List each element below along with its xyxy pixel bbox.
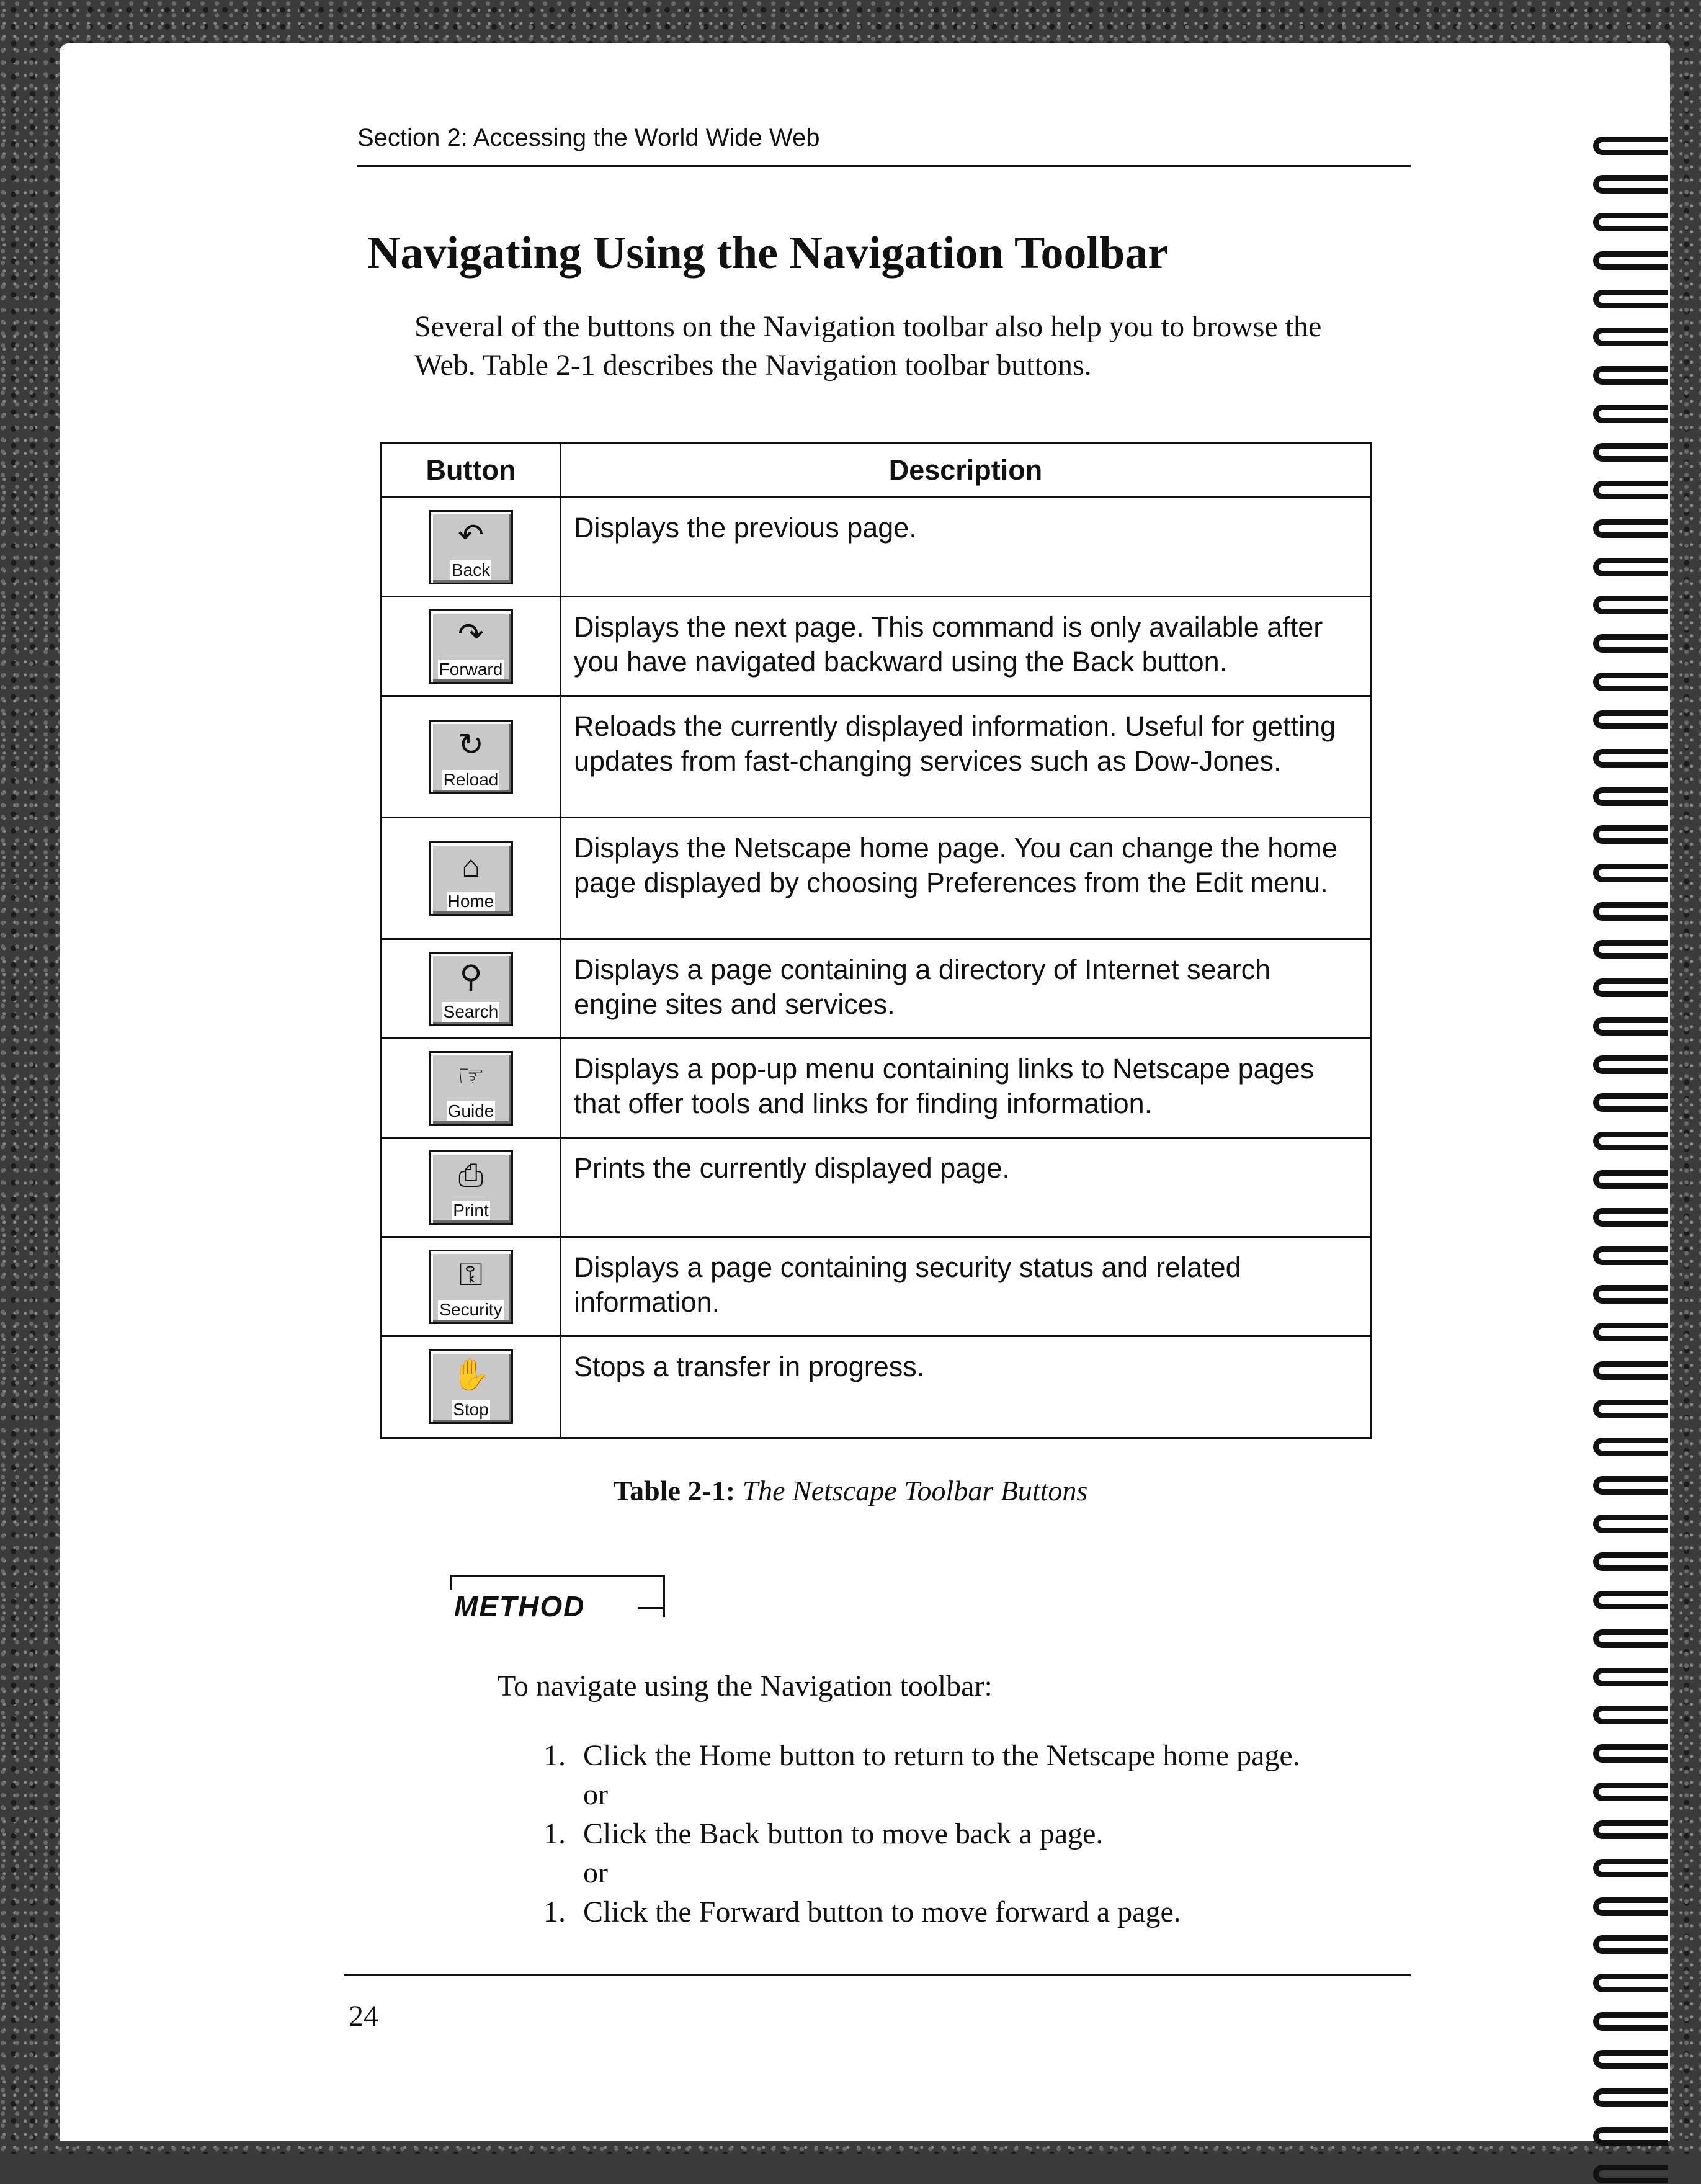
binding-coil bbox=[1593, 558, 1668, 576]
toolbar-button-label: Forward bbox=[439, 659, 503, 679]
description-cell: Displays the previous page. bbox=[561, 498, 1372, 597]
binding-coil bbox=[1593, 1208, 1668, 1227]
button-cell bbox=[381, 1336, 561, 1438]
binding-coil bbox=[1593, 175, 1668, 194]
binding-coil bbox=[1593, 1361, 1668, 1380]
guide-button-image bbox=[429, 1051, 513, 1126]
binding-coil bbox=[1593, 787, 1668, 806]
list-item bbox=[543, 1736, 1300, 1775]
footer-rule bbox=[344, 1974, 1411, 1976]
step-text: Click the Home button to return to the Netscape home page. bbox=[583, 1739, 1300, 1772]
binding-coil bbox=[1593, 673, 1668, 691]
description-cell: Reloads the currently displayed information. Useful for getting updates from fast-changing services such as Dow-Jones. bbox=[561, 696, 1372, 818]
binding-coil bbox=[1593, 1170, 1668, 1189]
table-row bbox=[381, 1138, 1371, 1237]
description-cell: Stops a transfer in progress. bbox=[561, 1336, 1372, 1438]
toolbar-button-label: Reload bbox=[443, 769, 499, 789]
button-cell bbox=[381, 696, 561, 818]
table-row bbox=[381, 1237, 1371, 1336]
method-bracket-tick bbox=[638, 1607, 665, 1609]
binding-coil bbox=[1593, 366, 1668, 385]
toolbar-button-label: Guide bbox=[447, 1101, 494, 1121]
step-number: 1. bbox=[543, 1895, 566, 1928]
step-text: Click the Forward button to move forward a page. bbox=[583, 1895, 1181, 1928]
binding-coil bbox=[1593, 634, 1668, 653]
page-title: Navigating Using the Navigation Toolbar bbox=[367, 228, 1169, 279]
binding-coil bbox=[1593, 596, 1668, 614]
caption-text: The Netscape Toolbar Buttons bbox=[742, 1475, 1088, 1506]
table-row bbox=[381, 498, 1371, 597]
table-caption bbox=[0, 1474, 1701, 1507]
toolbar-button-label: Print bbox=[453, 1200, 489, 1220]
stop-icon: ✋ bbox=[451, 1357, 491, 1392]
toolbar-button-label: Back bbox=[451, 560, 491, 580]
method-label: METHOD bbox=[450, 1590, 594, 1623]
toolbar-button-label: Security bbox=[439, 1299, 502, 1319]
search-button-image bbox=[429, 952, 513, 1026]
binding-coil bbox=[1593, 1438, 1668, 1456]
binding-coil bbox=[1593, 1055, 1668, 1074]
binding-coil bbox=[1593, 213, 1668, 231]
binding-coil bbox=[1593, 443, 1668, 462]
table-row bbox=[381, 1336, 1371, 1438]
description-cell: Displays the next page. This command is only available after you have navigated backward using the Back button. bbox=[561, 597, 1372, 696]
binding-coil bbox=[1593, 1668, 1668, 1686]
binding-coil bbox=[1593, 1974, 1668, 1992]
binding-coil bbox=[1593, 405, 1668, 423]
description-cell: Displays a pop-up menu containing links to Netscape pages that offer tools and links for finding information. bbox=[561, 1039, 1372, 1138]
binding-coil bbox=[1593, 864, 1668, 882]
binding-coil bbox=[1593, 1400, 1668, 1418]
button-cell bbox=[381, 597, 561, 696]
table-row bbox=[381, 818, 1371, 939]
binding-coil bbox=[1593, 2127, 1668, 2146]
step-text: Click the Back button to move back a page. bbox=[583, 1817, 1104, 1850]
print-icon: ⎙ bbox=[458, 1157, 483, 1193]
description-cell: Displays a page containing a directory of Internet search engine sites and services. bbox=[561, 939, 1372, 1039]
page-number: 24 bbox=[349, 2000, 378, 2033]
binding-coil bbox=[1593, 2012, 1668, 2031]
binding-coil bbox=[1593, 251, 1668, 270]
binding-coil bbox=[1593, 1132, 1668, 1150]
home-icon: ⌂ bbox=[461, 848, 481, 884]
table-row bbox=[381, 696, 1371, 818]
step-or: or bbox=[583, 1778, 608, 1811]
binding-coil bbox=[1593, 749, 1668, 768]
binding-coil bbox=[1593, 825, 1668, 844]
step-number: 1. bbox=[543, 1817, 566, 1850]
column-header-button: Button bbox=[381, 443, 561, 498]
list-item bbox=[543, 1814, 1300, 1853]
binding-coil bbox=[1593, 2050, 1668, 2069]
toolbar-buttons-table bbox=[380, 442, 1372, 1439]
lock-icon: ⚿ bbox=[458, 1256, 483, 1292]
description-cell: Displays the Netscape home page. You can change the home page displayed by choosing Preferences from the Edit menu. bbox=[561, 818, 1372, 939]
list-item bbox=[543, 1892, 1300, 1931]
search-icon: ⚲ bbox=[459, 959, 483, 994]
spiral-binding bbox=[1583, 136, 1670, 2184]
button-cell bbox=[381, 498, 561, 597]
binding-coil bbox=[1593, 1744, 1668, 1763]
button-cell bbox=[381, 818, 561, 939]
description-cell: Prints the currently displayed page. bbox=[561, 1138, 1372, 1237]
button-cell bbox=[381, 1138, 561, 1237]
toolbar-button-label: Search bbox=[443, 1001, 499, 1021]
reload-button-image bbox=[429, 720, 513, 794]
binding-coil bbox=[1593, 481, 1668, 499]
binding-coil bbox=[1593, 1515, 1668, 1533]
binding-coil bbox=[1593, 978, 1668, 997]
reload-icon: ↻ bbox=[458, 727, 484, 762]
binding-coil bbox=[1593, 519, 1668, 538]
binding-coil bbox=[1593, 328, 1668, 346]
binding-coil bbox=[1593, 940, 1668, 959]
print-button-image bbox=[429, 1150, 513, 1225]
binding-coil bbox=[1593, 1285, 1668, 1304]
table-row bbox=[381, 939, 1371, 1039]
binding-coil bbox=[1593, 2088, 1668, 2107]
caption-number: Table 2-1: bbox=[613, 1475, 736, 1506]
binding-coil bbox=[1593, 1897, 1668, 1916]
method-intro: To navigate using the Navigation toolbar: bbox=[498, 1670, 993, 1703]
back-button-image bbox=[429, 510, 513, 584]
binding-coil bbox=[1593, 1820, 1668, 1839]
running-head: Section 2: Accessing the World Wide Web bbox=[357, 124, 820, 151]
toolbar-button-label: Home bbox=[447, 891, 494, 911]
table-header-row bbox=[381, 443, 1371, 498]
table-row bbox=[381, 597, 1371, 696]
back-icon: ↶ bbox=[458, 517, 484, 552]
step-or: or bbox=[583, 1856, 608, 1889]
binding-coil bbox=[1593, 902, 1668, 921]
binding-coil bbox=[1593, 710, 1668, 729]
binding-coil bbox=[1593, 1017, 1668, 1036]
forward-button-image bbox=[429, 609, 513, 684]
binding-coil bbox=[1593, 1591, 1668, 1609]
binding-coil bbox=[1593, 136, 1668, 155]
toolbar-button-label: Stop bbox=[453, 1400, 489, 1420]
home-button-image bbox=[429, 841, 513, 916]
security-button-image bbox=[429, 1250, 513, 1324]
binding-coil bbox=[1593, 1629, 1668, 1648]
button-cell bbox=[381, 939, 561, 1039]
button-cell bbox=[381, 1039, 561, 1138]
intro-paragraph: Several of the buttons on the Navigation toolbar also help you to browse the Web. Table 2-1 describes the Navigation toolbar buttons. bbox=[414, 310, 1322, 382]
binding-coil bbox=[1593, 1093, 1668, 1112]
binding-coil bbox=[1593, 1859, 1668, 1877]
forward-icon: ↷ bbox=[458, 616, 484, 651]
method-callout bbox=[450, 1575, 665, 1622]
binding-coil bbox=[1593, 290, 1668, 308]
binding-coil bbox=[1593, 1706, 1668, 1724]
binding-coil bbox=[1593, 1783, 1668, 1801]
binding-coil bbox=[1593, 2165, 1668, 2183]
step-number: 1. bbox=[543, 1739, 566, 1772]
button-cell bbox=[381, 1237, 561, 1336]
stop-button-image bbox=[429, 1349, 513, 1424]
binding-coil bbox=[1593, 1935, 1668, 1954]
steps-list bbox=[543, 1736, 1300, 1931]
binding-coil bbox=[1593, 1246, 1668, 1265]
binding-coil bbox=[1593, 1323, 1668, 1341]
guide-icon: ☞ bbox=[457, 1058, 485, 1093]
description-cell: Displays a page containing security status and related information. bbox=[561, 1237, 1372, 1336]
table-row bbox=[381, 1039, 1371, 1138]
binding-coil bbox=[1593, 1552, 1668, 1571]
header-rule bbox=[357, 165, 1411, 167]
column-header-description: Description bbox=[561, 443, 1372, 498]
